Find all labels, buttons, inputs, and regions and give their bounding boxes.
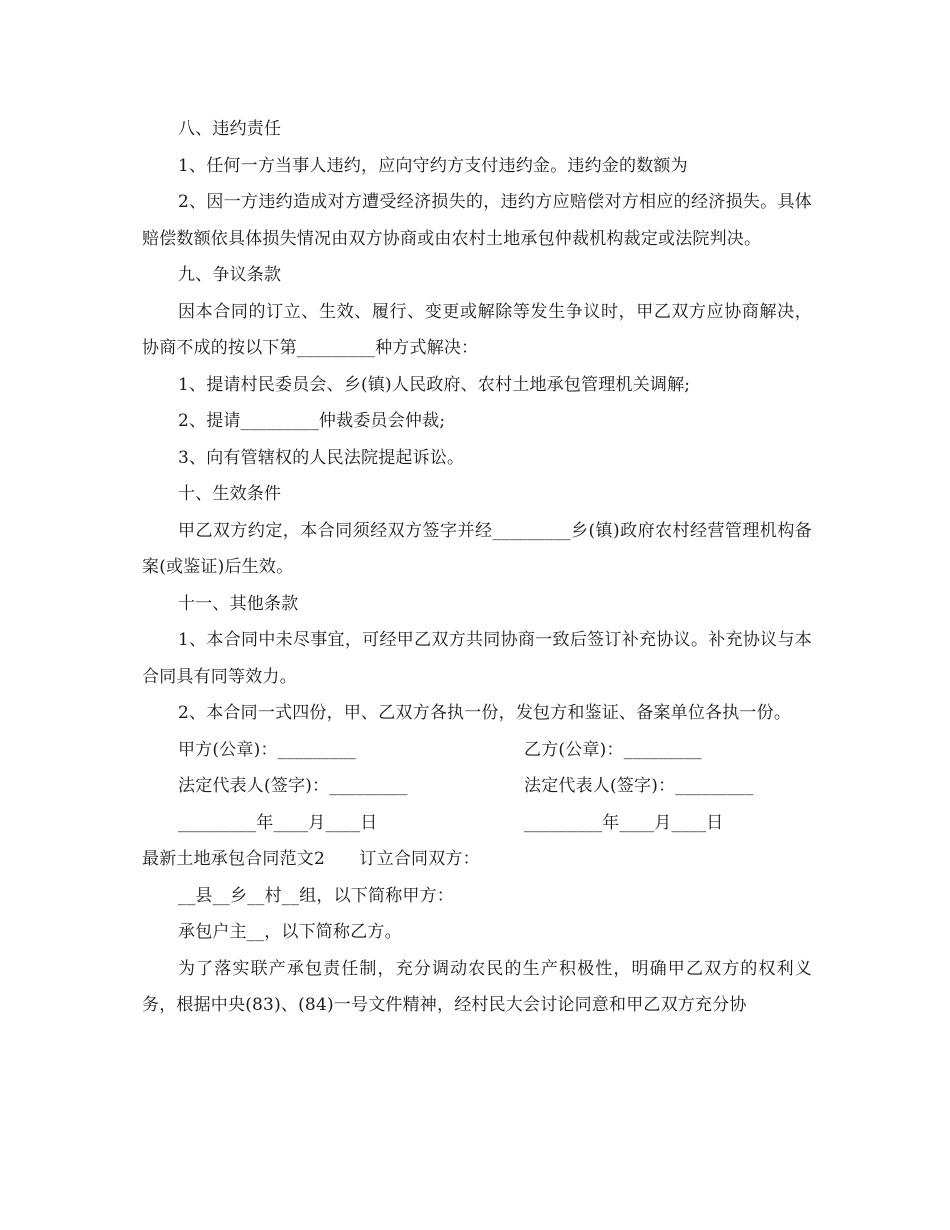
heading-effective-conditions: 十、生效条件 — [178, 484, 282, 504]
signature-row-seal — [142, 732, 812, 769]
document-body — [142, 111, 812, 1024]
clause-supplementary: 1、本合同中未尽事宜，可经甲乙双方共同协商一致后签订补充协议。补充协议与本合同具有同等效力。 — [142, 630, 812, 687]
heading-other-terms: 十一、其他条款 — [178, 593, 299, 614]
heading-breach-liability: 八、违约责任 — [178, 119, 282, 139]
party-b-seal: 乙方(公章)：_________ — [524, 739, 702, 760]
clause-penalty: 1、任何一方当事人违约，应向守约方支付违约金。违约金的数额为 — [178, 155, 688, 176]
party-b-identification: 承包户主__，以下简称乙方。 — [178, 922, 402, 942]
signature-row-date — [142, 805, 812, 842]
party-a-date: _________年____月____日 — [178, 812, 378, 833]
signature-row-representative — [142, 768, 812, 805]
party-b-date: _________年____月____日 — [524, 812, 724, 833]
clause-copies: 2、本合同一式四份，甲、乙双方各执一份，发包方和鉴证、备案单位各执一份。 — [178, 703, 792, 723]
contract-preamble: 为了落实联产承包责任制，充分调动农民的生产积极性，明确甲乙双方的权利义务，根据中央(83)、(84)一号文件精神，经村民大会讨论同意和甲乙双方充分协 — [142, 958, 812, 1015]
clause-mediation: 1、提请村民委员会、乡(镇)人民政府、农村土地承包管理机关调解; — [178, 374, 691, 395]
clause-arbitration: 2、提请_________仲裁委员会仲裁; — [178, 411, 446, 431]
party-a-representative: 法定代表人(签字)：_________ — [178, 776, 408, 796]
section2-heading: 最新土地承包合同范文2 订立合同双方： — [142, 849, 480, 869]
heading-dispute-terms: 九、争议条款 — [178, 265, 282, 285]
party-a-identification: __县__乡__村__组，以下简称甲方： — [178, 885, 454, 906]
clause-effective: 甲乙双方约定，本合同须经双方签字并经_________乡(镇)政府农村经营管理机构备案(或鉴证)后生效。 — [142, 520, 812, 577]
clause-compensation: 2、因一方违约造成对方遭受经济损失的，违约方应赔偿对方相应的经济损失。具体赔偿数额依具体损失情况由双方协商或由农村土地承包仲裁机构裁定或法院判决。 — [142, 192, 812, 249]
party-a-seal: 甲方(公章)：_________ — [178, 739, 356, 760]
clause-dispute-resolution: 因本合同的订立、生效、履行、变更或解除等发生争议时，甲乙双方应协商解决，协商不成的按以下第_________种方式解决： — [142, 301, 812, 358]
party-b-representative: 法定代表人(签字)：_________ — [524, 776, 754, 796]
clause-litigation: 3、向有管辖权的人民法院提起诉讼。 — [178, 447, 465, 468]
